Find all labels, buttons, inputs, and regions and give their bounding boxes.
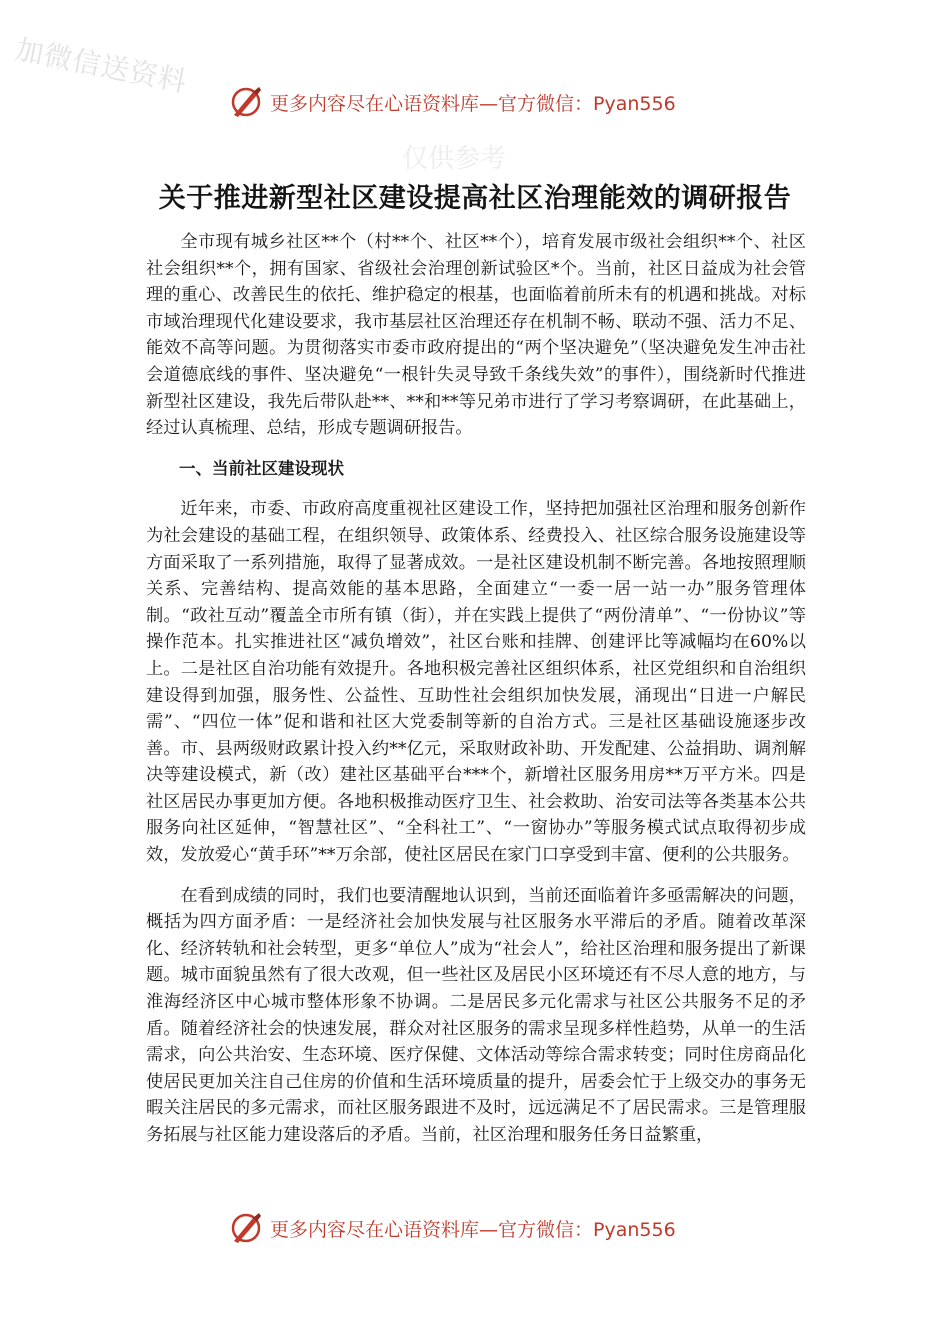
pen-logo-icon: [226, 1208, 266, 1248]
footer-banner-text: 更多内容尽在心语资料库—官方微信：Pyan556: [270, 1218, 676, 1241]
header-banner: [226, 82, 676, 122]
footer-banner: [226, 1208, 676, 1248]
intro-paragraph: 全市现有城乡社区**个（村**个、社区**个），培育发展市级社会组织**个、社区社会组织**个，拥有国家、省级社会治理创新试验区*个。当前，社区日益成为社会管理的重心、改善民生的依托、维护稳定的根基，也面临着前所未有的机遇和挑战。对标市域治理现代化建设要求，我市基层社区治理还存在机制不畅、联动不强、活力不足、能效不高等问题。为贯彻落实市委市政府提出的“两个坚决避免”（坚决避免发生冲击社会道德底线的事件、坚决避免“一根针失灵导致千条线失效”的事件），围绕新时代推进新型社区建设，我先后带队赴**、**和**等兄弟市进行了学习考察调研，在此基础上，经过认真梳理、总结，形成专题调研报告。: [146, 232, 806, 439]
watermark-faint: 仅供参考: [402, 144, 507, 174]
watermark-diagonal: 加微信送资料: [12, 32, 190, 99]
pen-logo-icon: [226, 82, 266, 122]
status-paragraph: 近年来，市委、市政府高度重视社区建设工作，坚持把加强社区治理和服务创新作为社会建设的基础工程，在组织领导、政策体系、经费投入、社区综合服务设施建设等方面采取了一系列措施，取得了显著成效。一是社区建设机制不断完善。各地按照理顺关系、完善结构、提高效能的基本思路，全面建立“一委一居一站一办”服务管理体制。“政社互动”覆盖全市所有镇（街），并在实践上提供了“两份清单”、“一份协议”等操作范本。扎实推进社区“减负增效”，社区台账和挂牌、创建评比等减幅均在60%以上。二是社区自治功能有效提升。各地积极完善社区组织体系，社区党组织和自治组织建设得到加强，服务性、公益性、互助性社会组织加快发展，涌现出“日进一户解民需”、“四位一体”促和谐和社区大党委制等新的自治方式。三是社区基础设施逐步改善。市、县两级财政累计投入约**亿元，采取财政补助、开发配建、公益捐助、调剂解决等建设模式，新（改）建社区基础平台***个，新增社区服务用房**万平方米。四是社区居民办事更加方便。各地积极推动医疗卫生、社会救助、治安司法等各类基本公共服务向社区延伸，“智慧社区”、“全科社工”、“一窗协办”等服务模式试点取得初步成效，发放爱心“黄手环”**万余部，使社区居民在家门口享受到丰富、便利的公共服务。: [146, 499, 806, 866]
document-title: 关于推进新型社区建设提高社区治理能效的调研报告: [158, 183, 792, 214]
document-body: [146, 229, 806, 1163]
problems-paragraph: 在看到成绩的同时，我们也要清醒地认识到，当前还面临着许多亟需解决的问题，概括为四方面矛盾：一是经济社会加快发展与社区服务水平滞后的矛盾。随着改革深化、经济转轨和社会转型，更多“单位人”成为“社会人”，给社区治理和服务提出了新课题。城市面貌虽然有了很大改观，但一些社区及居民小区环境还有不尽人意的地方，与淮海经济区中心城市整体形象不协调。二是居民多元化需求与社区公共服务不足的矛盾。随着经济社会的快速发展，群众对社区服务的需求呈现多样性趋势，从单一的生活需求，向公共治安、生态环境、医疗保健、文体活动等综合需求转变；同时住房商品化使居民更加关注自己住房的价值和生活环境质量的提升，居委会忙于上级交办的事务无暇关注居民的多元需求，而社区服务跟进不及时，远远满足不了居民需求。三是管理服务拓展与社区能力建设落后的矛盾。当前，社区治理和服务任务日益繁重，: [146, 885, 806, 1145]
section-heading: 一、当前社区建设现状: [179, 458, 344, 478]
header-banner-text: 更多内容尽在心语资料库—官方微信：Pyan556: [270, 92, 676, 115]
